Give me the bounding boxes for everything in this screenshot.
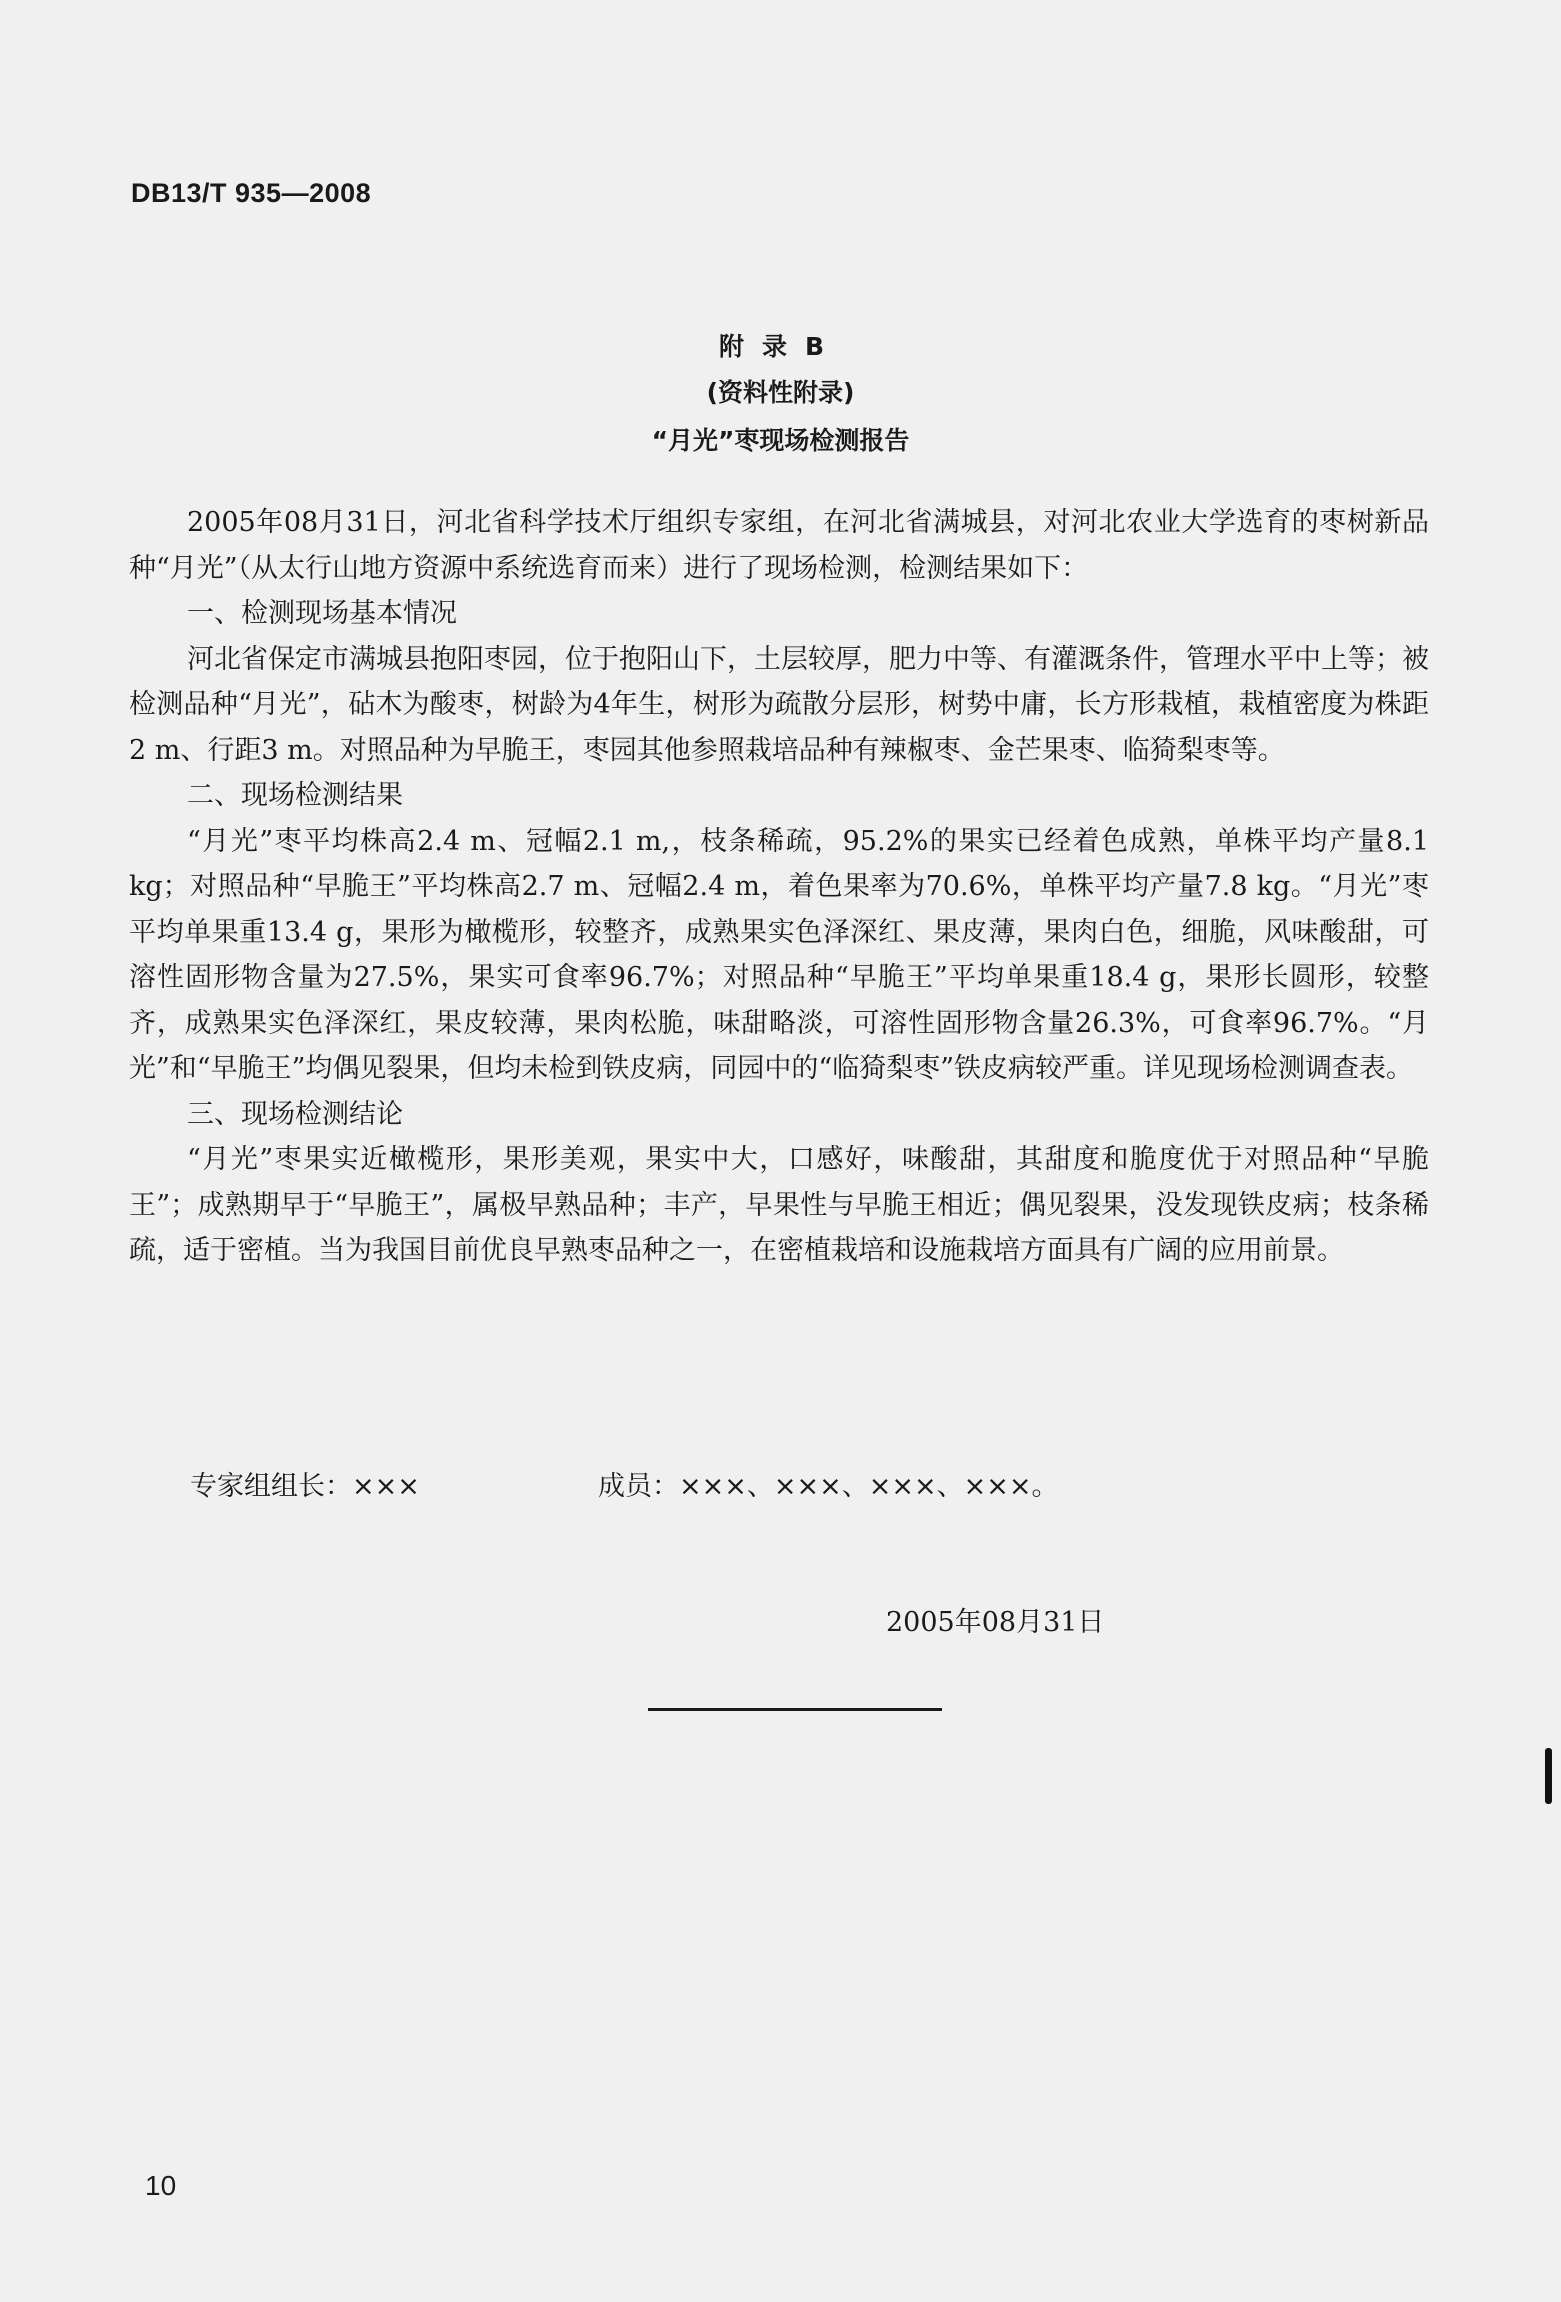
appendix-nature: (资料性附录) — [706, 378, 855, 407]
section2-heading: 二、现场检测结果 — [187, 780, 403, 811]
intro-paragraph: 2005年08月31日，河北省科学技术厅组织专家组，在河北省满城县，对河北农业大学选育的枣树新品种“月光”（从太行山地方资源中系统选育而来）进行了现场检测，检测结果如下： — [129, 507, 1429, 584]
section3-heading: 三、现场检测结论 — [187, 1098, 403, 1130]
report-title: “月光”枣现场检测报告 — [651, 426, 910, 455]
section3-paragraph: “月光”枣果实近橄榄形，果形美观，果实中大，口感好，味酸甜，其甜度和脆度优于对照品种“早脆王”；成熟期早于“早脆王”，属极早熟品种；丰产，早果性与早脆王相近；偶见裂果，没发现铁皮病；枝条稀疏，适于密植。当为我国目前优良早熟枣品种之一，在密植栽培和设施栽培方面具有广阔的应用前景。 — [129, 1144, 1429, 1266]
expert-group-leader: 专家组组长：××× — [190, 1471, 420, 1502]
section2-paragraph: “月光”枣平均株高2.4 m、冠幅2.1 m,，枝条稀疏，95.2%的果实已经着色成熟，单株平均产量8.1 kg；对照品种“早脆王”平均株高2.7 m、冠幅2.4 m，着色果率为70.6%，单株平均产量7.8 kg。“月光”枣平均单果重13.4 g，果形为橄榄形，较整齐，成熟果实色泽深红、果皮薄，果肉白色，细脆，风味酸甜，可溶性固形物含量为27.5%，果实可食率96.7%；对照品种“早脆王”平均单果重18.4 g，果形长圆形，较整齐，成熟果实色泽深红，果皮较薄，果肉松脆，味甜略淡，可溶性固形物含量26.3%，可食率96.7%。“月光”和“早脆王”均偶见裂果，但均未检到铁皮病，同园中的“临猗梨枣”铁皮病较严重。详见现场检测调查表。 — [129, 825, 1429, 1084]
expert-group-members: 成员：×××、×××、×××、×××。 — [598, 1471, 1059, 1502]
signature-date: 2005年08月31日 — [886, 1607, 1105, 1638]
scan-edge-mark — [1545, 1748, 1552, 1804]
report-body — [129, 500, 1429, 1274]
end-rule — [648, 1708, 942, 1711]
section1-paragraph: 河北省保定市满城县抱阳枣园，位于抱阳山下，土层较厚，肥力中等、有灌溉条件，管理水平中上等；被检测品种“月光”，砧木为酸枣，树龄为4年生，树形为疏散分层形，树势中庸，长方形栽植，栽植密度为株距2 m、行距3 m。对照品种为早脆王，枣园其他参照栽培品种有辣椒枣、金芒果枣、临猗梨枣等。 — [129, 643, 1429, 766]
appendix-title: 附录B — [718, 332, 843, 361]
page-number: 10 — [145, 2170, 177, 2201]
section1-heading: 一、检测现场基本情况 — [187, 598, 457, 629]
document-code: DB13/T 935—2008 — [131, 178, 372, 208]
